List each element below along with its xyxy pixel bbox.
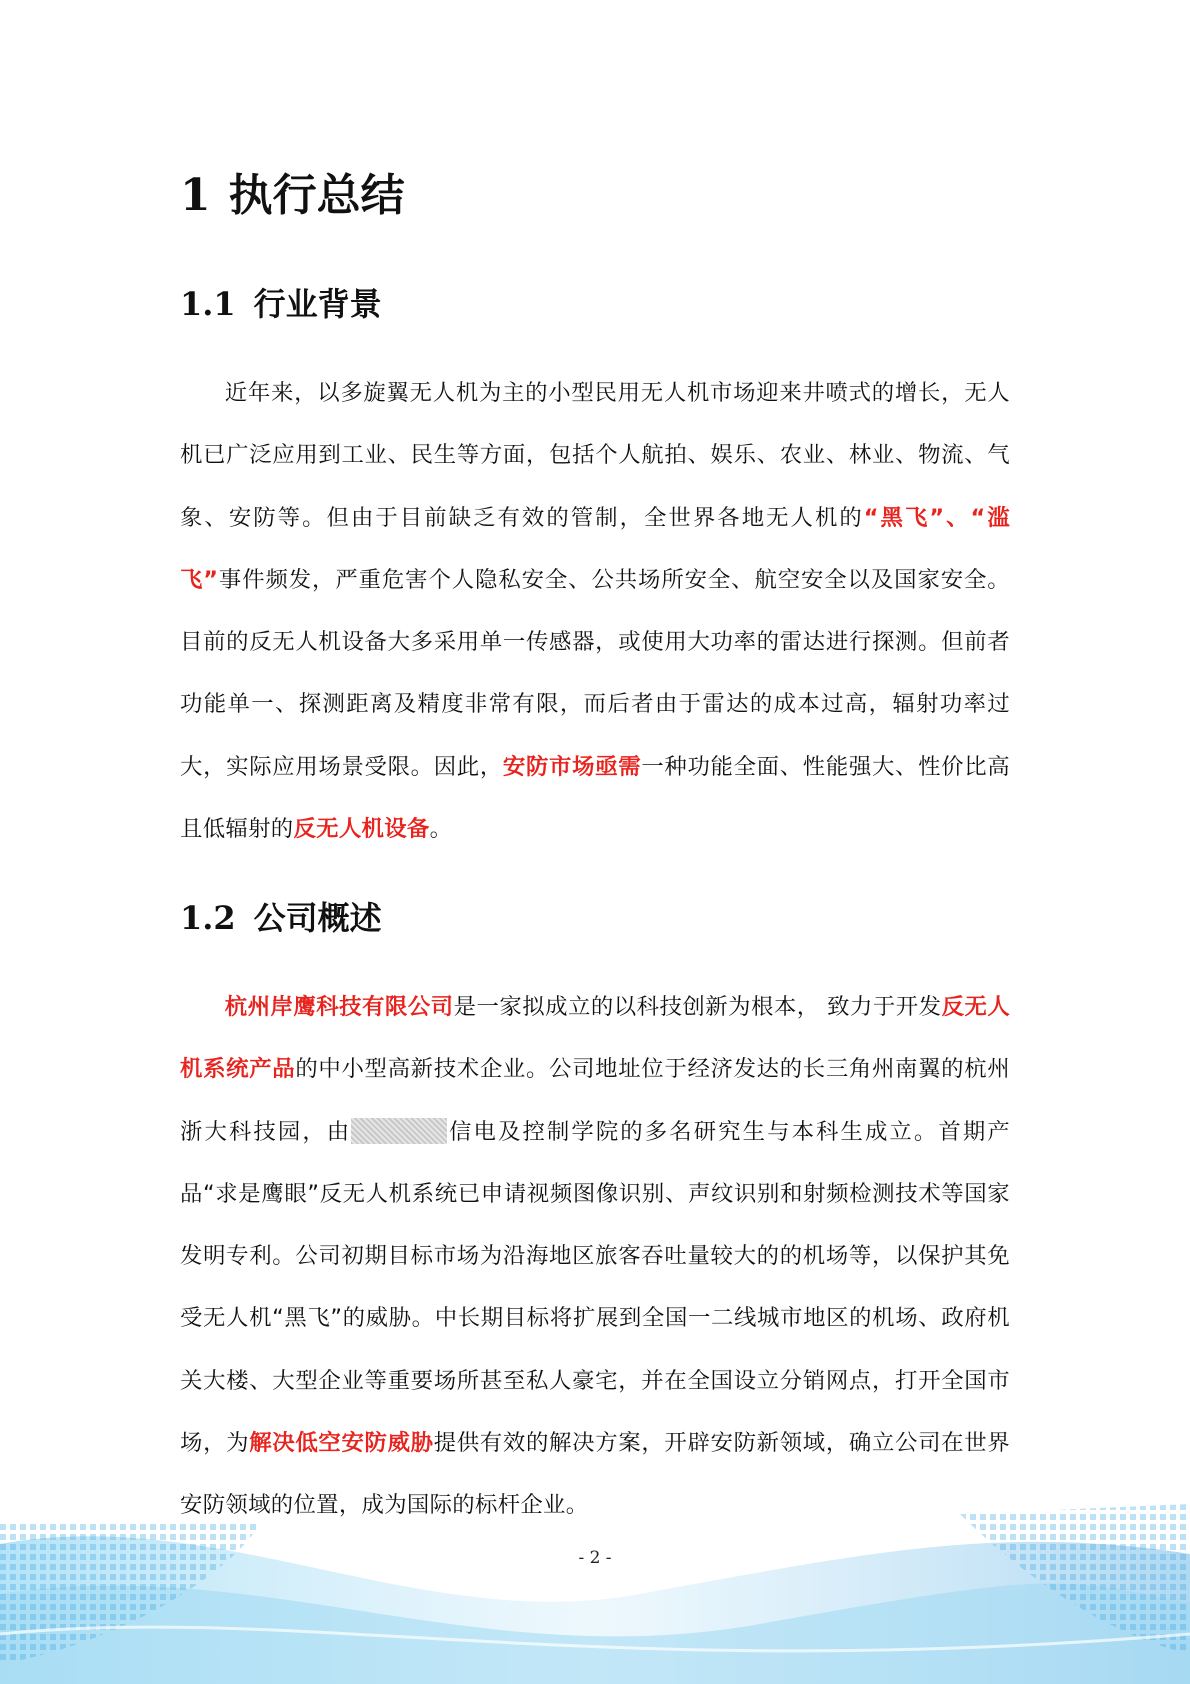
section-title: 行业背景 — [253, 285, 382, 323]
section-title: 公司概述 — [253, 899, 382, 937]
industry-background-paragraph — [180, 362, 1010, 860]
chapter-title: 执行总结 — [228, 170, 405, 221]
highlight-anti-drone-device: 反无人机设备 — [293, 816, 430, 843]
text-run: 提供有效的解决方案，开辟安防新领域，确立公司在世界安防领域的位置，成为国际的标杆企业。 — [180, 1430, 1010, 1519]
company-overview-paragraph — [180, 976, 1010, 1537]
highlight-black-fly: “黑飞”、“滥飞” — [180, 504, 1010, 593]
text-run: 一种功能全面、性能强大、性价比高且低辐射的 — [180, 753, 1010, 843]
page-number: - 2 - — [578, 1548, 612, 1568]
chapter-number: 1 — [180, 170, 211, 221]
section-heading-company — [180, 896, 382, 940]
highlight-company-name: 杭州岸鹰科技有限公司 — [224, 994, 454, 1020]
section-number: 1.2 — [180, 899, 236, 937]
text-run: 。 — [429, 816, 453, 843]
text-run: 的中小型高新技术企业。公司地址位于经济发达的长三角州南翼的杭州浙大科技园，由 — [180, 1056, 1010, 1145]
chapter-heading — [180, 168, 405, 224]
text-run: 信电及控制学院的多名研究生与本科生成立。首期产品“求是鹰眼”反无人机系统已申请视频图像识别、声纹识别和射频检测技术等国家发明专利。公司初期目标市场为沿海地区旅客吞吐量较大的的机场等，以保护其免受无人机“黑飞”的威胁。中长期目标将扩展到全国一二线城市地区的机场、政府机关大楼、大型企业等重要场所甚至私人豪宅，并在全国设立分销网点，打开全国市场，为 — [180, 1118, 1010, 1457]
text-run: 是一家拟成立的以科技创新为根本， 致力于开发 — [453, 994, 942, 1020]
redacted-block — [351, 1118, 447, 1144]
highlight-market-need: 安防市场亟需 — [502, 753, 642, 780]
highlight-product: 反无人机系统产品 — [180, 994, 1011, 1083]
highlight-low-altitude: 解决低空安防威胁 — [249, 1430, 434, 1457]
section-number: 1.1 — [180, 285, 236, 323]
text-run: 事件频发，严重危害个人隐私安全、公共场所安全、航空安全以及国家安全。目前的反无人机设备大多采用单一传感器，或使用大功率的雷达进行探测。但前者功能单一、探测距离及精度非常有限，而后者由于雷达的成本过高，辐射功率过大，实际应用场景受限。因此， — [180, 566, 1010, 780]
section-heading-industry — [180, 282, 382, 326]
text-run: 近年来，以多旋翼无人机为主的小型民用无人机市场迎来井喷式的增长，无人机已广泛应用到工业、民生等方面，包括个人航拍、娱乐、农业、林业、物流、气象、安防等。但由于目前缺乏有效的管制，全世界各地无人机的 — [180, 380, 1010, 531]
footer-wave-decoration — [0, 1484, 1190, 1684]
